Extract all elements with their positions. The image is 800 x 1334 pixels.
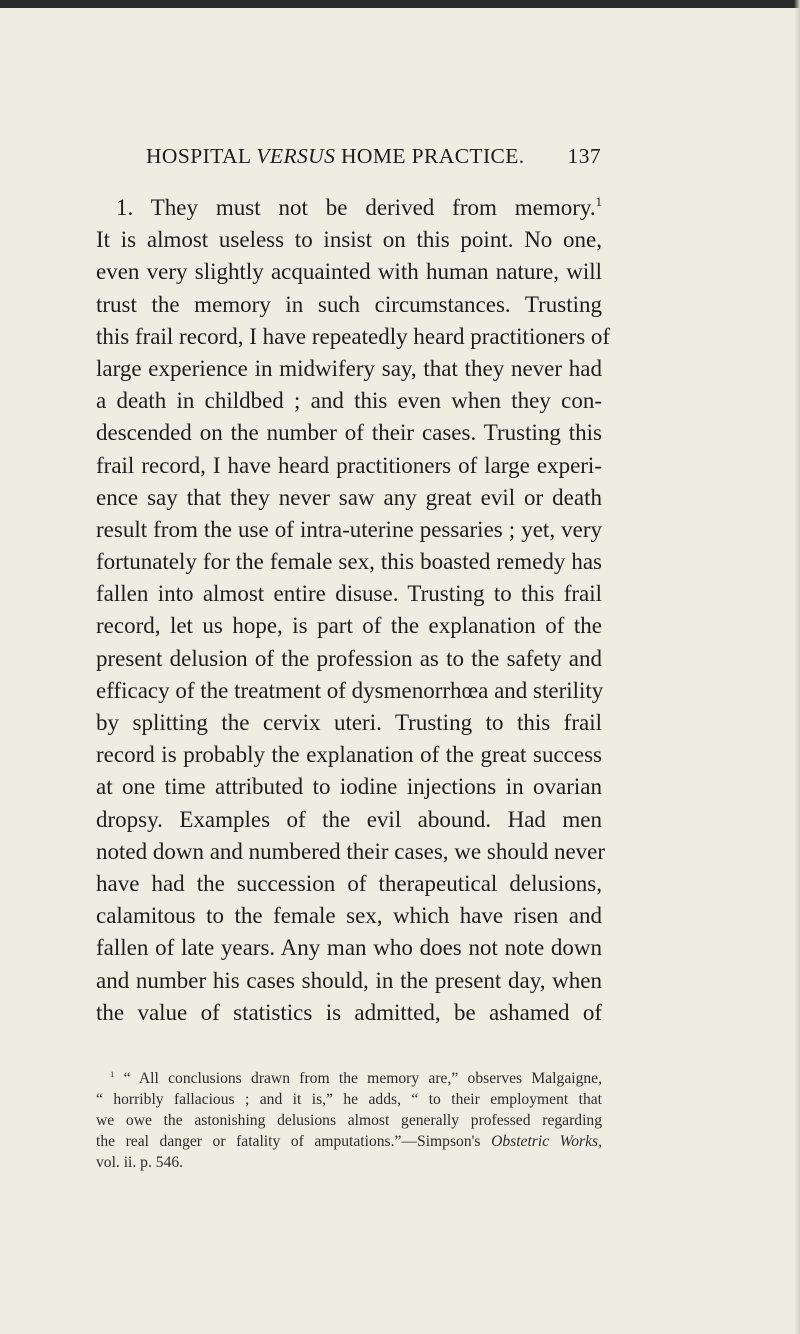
footnote-line-content: the real danger or fatality of amputations.”—Simpson's	[96, 1133, 492, 1150]
top-edge-rule	[0, 0, 800, 8]
text-line: a death in childbed ; and this even when they con-	[96, 388, 602, 414]
text-line: noted down and numbered their cases, we should never	[96, 838, 606, 864]
footnote-book-title: Obstetric Works,	[491, 1133, 602, 1150]
text-line: ence say that they never saw any great evil or death	[96, 484, 602, 510]
text-line: It is almost useless to insist on this point. No one,	[96, 227, 602, 253]
footnote	[96, 1068, 602, 1173]
footnote-line: we owe the astonishing delusions almost generally professed regarding	[96, 1112, 602, 1129]
text-line: large experience in midwifery say, that they never had	[96, 355, 602, 381]
text-line: frail record, I have heard practitioners of large experi-	[96, 452, 602, 478]
text-line: at one time attributed to iodine injections in ovarian	[96, 774, 602, 800]
text-line: calamitous to the female sex, which have risen and	[96, 903, 602, 929]
footnote-line	[96, 1068, 602, 1089]
text-line: record, let us hope, is part of the explanation of the	[96, 613, 602, 639]
text-line: record is probably the explanation of the great success	[96, 742, 602, 768]
text-line: even very slightly acquainted with human nature, will	[96, 259, 602, 285]
text-line: dropsy. Examples of the evil abound. Had men	[96, 806, 602, 832]
running-title-part: HOSPITAL	[146, 144, 257, 168]
running-title	[146, 144, 525, 169]
page-edge-shadow	[794, 0, 800, 1334]
text-line: trust the memory in such circumstances. Trusting	[96, 291, 602, 317]
text-line: this frail record, I have repeatedly heard practitioners of	[96, 323, 611, 349]
text-line: result from the use of intra-uterine pessaries ; yet, very	[96, 516, 602, 542]
text-line: have had the succession of therapeutical delusions,	[96, 870, 602, 896]
text-line: fallen of late years. Any man who does not note down	[96, 935, 602, 961]
text-line: efficacy of the treatment of dysmenorrhœa and sterility	[96, 677, 604, 703]
body-text	[96, 192, 611, 1029]
page-number: 137	[567, 144, 601, 168]
running-title-part: HOME PRACTICE.	[335, 144, 525, 168]
footnote-marker: 1	[110, 1069, 115, 1079]
footnote-line: “ horribly fallacious ; and it is,” he adds, “ to their employment that	[96, 1091, 602, 1108]
text-line-content: 1. They must not be derived from memory.	[116, 195, 596, 220]
text-line: fallen into almost entire disuse. Trusting to this frail	[96, 581, 602, 607]
text-line: fortunately for the female sex, this boasted remedy has	[96, 549, 602, 575]
running-title-italic: VERSUS	[256, 144, 336, 168]
footnote-line	[96, 1131, 602, 1152]
footnote-reference: 1	[595, 195, 602, 210]
text-line: the value of statistics is admitted, be ashamed of	[96, 999, 602, 1025]
text-line: present delusion of the profession as to the safety and	[96, 645, 602, 671]
text-line	[96, 192, 602, 224]
footnote-line-content: “ All conclusions drawn from the memory are,” observes Malgaigne,	[123, 1070, 602, 1087]
text-line: and number his cases should, in the present day, when	[96, 967, 602, 993]
text-line: descended on the number of their cases. Trusting this	[96, 420, 602, 446]
text-line: by splitting the cervix uteri. Trusting to this frail	[96, 710, 602, 735]
running-header	[146, 144, 601, 174]
footnote-line: vol. ii. p. 546.	[96, 1154, 184, 1171]
